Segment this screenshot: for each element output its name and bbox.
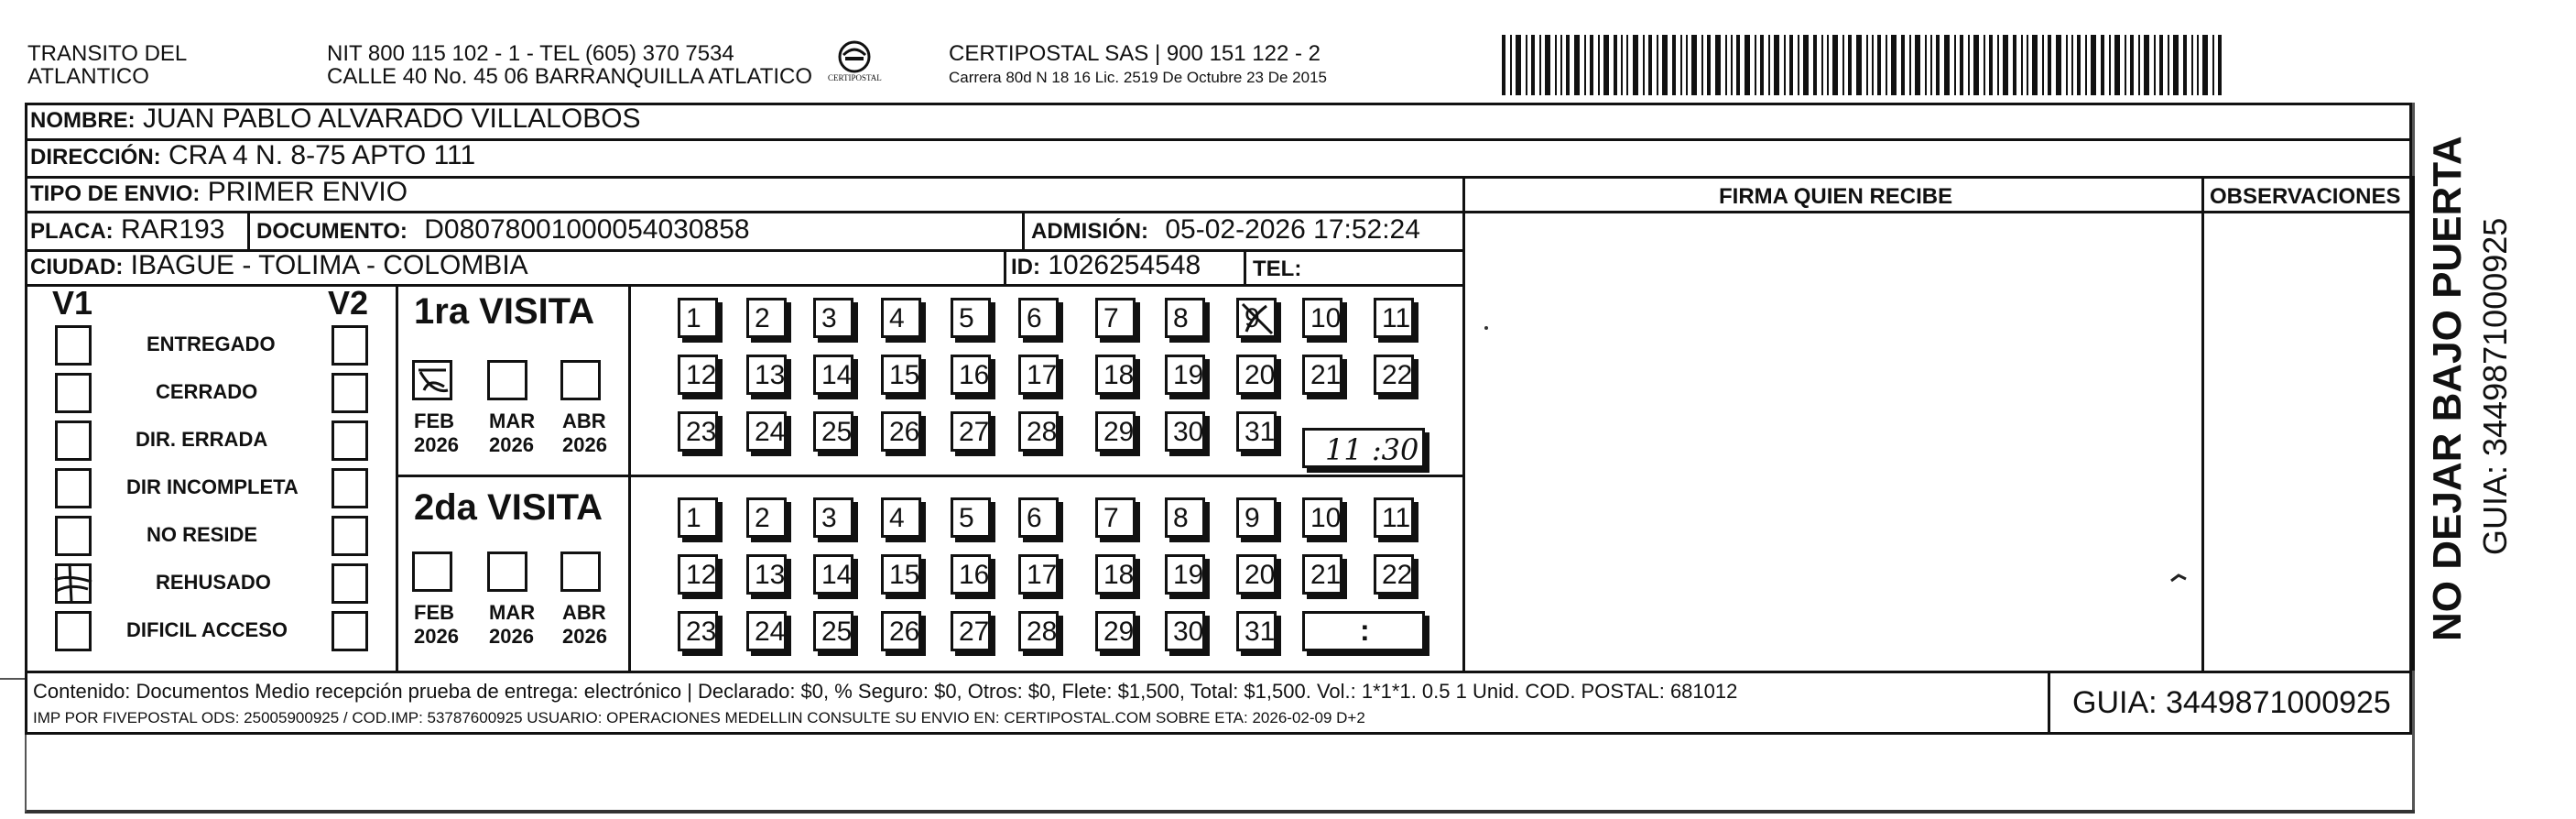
visit2-day-box[interactable] — [1018, 611, 1059, 651]
visit1-day-box[interactable] — [746, 298, 787, 338]
sender-name-line1: TRANSITO DEL — [27, 41, 188, 66]
visit2-day-box[interactable] — [1236, 554, 1277, 595]
visit1-day-number: 8 — [1173, 303, 1189, 333]
id-row — [1011, 250, 1201, 281]
visit2-day-number: 31 — [1245, 617, 1276, 647]
visit1-day-box[interactable] — [678, 355, 718, 395]
visit2-day-number: 27 — [959, 617, 990, 647]
visit2-day-number: 16 — [959, 560, 990, 590]
visit1-day-number: 20 — [1245, 360, 1276, 390]
visit1-day-box[interactable] — [813, 355, 853, 395]
visit1-month-checkbox[interactable] — [412, 360, 452, 400]
admission-divider — [1022, 211, 1025, 249]
visit2-year-label: 2026 — [489, 625, 534, 648]
visit1-day-number: 29 — [1103, 417, 1135, 447]
visit1-day-box[interactable] — [1374, 298, 1414, 338]
sender-nit: NIT 800 115 102 - 1 - TEL (605) 370 7534 — [327, 41, 734, 66]
visit1-day-number: 22 — [1382, 360, 1413, 390]
visit2-day-box[interactable] — [1302, 497, 1342, 538]
v1-checkbox[interactable] — [55, 611, 92, 651]
visit1-day-box[interactable] — [1165, 298, 1205, 338]
visit1-day-number: 11 — [1382, 303, 1411, 333]
visit1-day-box[interactable] — [951, 355, 991, 395]
visit1-day-number: 4 — [889, 303, 905, 333]
visit2-time-box[interactable] — [1302, 611, 1425, 651]
visit2-day-box[interactable] — [881, 554, 921, 595]
visit2-day-box[interactable] — [678, 611, 718, 651]
day-check-mark — [1239, 300, 1276, 337]
side-guia: GUIA: 3449871000925 — [2476, 217, 2514, 555]
visit1-day-number: 10 — [1310, 303, 1342, 333]
imp-line: IMP POR FIVEPOSTAL ODS: 25005900925 / COD.IMP: 53787600925 USUARIO: OPERACIONES MEDELLIN CONSULTE SU ENVIO EN: CERTIPOSTAL.COM SOBRE ETA: 2026-02-09 D+2 — [33, 709, 1365, 726]
visit2-day-box[interactable] — [1302, 554, 1342, 595]
visit1-day-number: 1 — [686, 303, 701, 333]
visit2-day-number: 14 — [821, 560, 853, 590]
visit2-day-box[interactable] — [746, 554, 787, 595]
rehusado-check-mark — [51, 562, 97, 604]
visit1-day-number: 5 — [959, 303, 974, 333]
visit2-day-box[interactable] — [1165, 611, 1205, 651]
v2-checkbox[interactable] — [332, 611, 368, 651]
visit1-day-box[interactable] — [1018, 411, 1059, 452]
visit2-day-number: 1 — [686, 503, 701, 533]
visit2-day-box[interactable] — [881, 611, 921, 651]
visit1-day-box[interactable] — [951, 298, 991, 338]
status-divider — [396, 284, 398, 671]
outer-frame-left — [25, 735, 27, 812]
visit1-day-number: 30 — [1173, 417, 1204, 447]
stray-mark — [2169, 572, 2188, 584]
visit1-day-number: 27 — [959, 417, 990, 447]
visit1-year-label: 2026 — [414, 433, 459, 456]
status-option-label: REHUSADO — [156, 571, 271, 594]
visit2-month-checkbox[interactable] — [412, 551, 452, 592]
visit2-day-number: 11 — [1382, 503, 1411, 533]
sender-address: CALLE 40 No. 45 06 BARRANQUILLA ATLATICO — [327, 64, 813, 89]
visit1-month-label: MAR — [489, 410, 536, 432]
visit1-day-box[interactable] — [678, 411, 718, 452]
visit1-day-box[interactable] — [1236, 411, 1277, 452]
visit2-day-number: 18 — [1103, 560, 1135, 590]
visit1-day-number: 28 — [1027, 417, 1058, 447]
v1-checkbox[interactable] — [55, 468, 92, 508]
visit2-day-number: 24 — [755, 617, 786, 647]
visit2-day-box[interactable] — [951, 554, 991, 595]
visit1-day-number: 15 — [889, 360, 920, 390]
visit1-day-number: 31 — [1245, 417, 1276, 447]
v1-checkbox[interactable] — [55, 325, 92, 366]
visit1-day-number: 2 — [755, 303, 770, 333]
plate-divider — [247, 211, 250, 249]
plate-label: PLACA: — [30, 219, 114, 244]
visit2-day-box[interactable] — [1095, 611, 1136, 651]
document-row — [256, 214, 750, 246]
visit1-month-checkbox[interactable] — [487, 360, 527, 400]
visit-divider — [396, 475, 1462, 477]
visit1-month-label: FEB — [414, 410, 454, 432]
v2-checkbox[interactable] — [332, 468, 368, 508]
visit1-day-number: 18 — [1103, 360, 1135, 390]
visit2-day-box[interactable] — [1236, 497, 1277, 538]
visit2-day-box[interactable] — [678, 554, 718, 595]
visit1-day-number: 21 — [1310, 360, 1342, 390]
visit2-day-number: 10 — [1310, 503, 1342, 533]
visit2-day-box[interactable] — [813, 497, 853, 538]
visit2-day-number: 23 — [686, 617, 717, 647]
observations-area[interactable] — [2204, 213, 2410, 669]
visit1-day-box[interactable] — [1236, 298, 1277, 338]
visit2-day-box[interactable] — [746, 497, 787, 538]
address-row — [30, 140, 475, 171]
visit2-month-label: ABR — [562, 601, 606, 624]
visit2-day-number: 9 — [1245, 503, 1260, 533]
visit2-time-separator: : — [1360, 614, 1370, 647]
visit2-day-box[interactable] — [1374, 497, 1414, 538]
visit2-day-number: 4 — [889, 503, 905, 533]
visit2-day-number: 2 — [755, 503, 770, 533]
visit2-day-number: 26 — [889, 617, 920, 647]
visit2-day-box[interactable] — [881, 497, 921, 538]
visit1-day-number: 6 — [1027, 303, 1042, 333]
visit2-day-number: 6 — [1027, 503, 1042, 533]
visit1-day-box[interactable] — [1095, 411, 1136, 452]
recipient-name: JUAN PABLO ALVARADO VILLALOBOS — [143, 104, 641, 134]
id-divider — [1004, 249, 1006, 284]
recipient-address: CRA 4 N. 8-75 APTO 111 — [168, 140, 476, 170]
visit1-day-number: 25 — [821, 417, 853, 447]
tel-divider — [1244, 249, 1246, 284]
visit2-day-number: 19 — [1173, 560, 1204, 590]
month-check-mark — [415, 363, 451, 399]
admission-label: ADMISIÓN: — [1031, 219, 1148, 244]
v1-checkbox[interactable] — [55, 420, 92, 461]
visit1-day-box[interactable] — [746, 355, 787, 395]
status-option-label: DIFICIL ACCESO — [126, 618, 288, 641]
visit2-day-number: 7 — [1103, 503, 1119, 533]
visit2-day-box[interactable] — [951, 497, 991, 538]
row-line — [25, 284, 1462, 287]
visit1-day-number: 9 — [1245, 303, 1260, 333]
status-option-label: CERRADO — [156, 380, 258, 403]
v2-checkbox[interactable] — [332, 563, 368, 604]
status-option-label: DIR. ERRADA — [136, 428, 268, 451]
city-row — [30, 250, 528, 281]
visit1-day-number: 7 — [1103, 303, 1119, 333]
signature-header: FIRMA QUIEN RECIBE — [1719, 184, 1953, 209]
visit1-time-box[interactable] — [1302, 428, 1425, 468]
visit1-day-box[interactable] — [1018, 298, 1059, 338]
visit1-day-box[interactable] — [881, 411, 921, 452]
content-line: Contenido: Documentos Medio recepción prueba de entrega: electrónico | Declarado: $0, % Seguro: $0, Otros: $0, Flete: $1,500, Total: $1,500. Vol.: 1*1*1. 0.5 1 Unid. COD. POSTAL: 681012 — [33, 680, 1738, 703]
visit2-day-box[interactable] — [1374, 554, 1414, 595]
row-line — [25, 211, 1499, 213]
visit2-month-label: FEB — [414, 601, 454, 624]
visit2-day-number: 30 — [1173, 617, 1204, 647]
visit2-day-number: 29 — [1103, 617, 1135, 647]
name-label: NOMBRE: — [30, 108, 136, 133]
v2-checkbox[interactable] — [332, 325, 368, 366]
visit2-day-number: 12 — [686, 560, 717, 590]
visit1-day-box[interactable] — [1095, 355, 1136, 395]
sender-name-line2: ATLANTICO — [27, 64, 149, 89]
plate-row — [30, 214, 224, 246]
visit2-day-box[interactable] — [678, 497, 718, 538]
visit2-month-checkbox[interactable] — [487, 551, 527, 592]
tel-label: TEL: — [1253, 257, 1302, 281]
days-divider — [628, 284, 631, 671]
visit2-day-box[interactable] — [813, 554, 853, 595]
courier-name: CERTIPOSTAL SAS | 900 151 122 - 2 — [949, 41, 1321, 66]
admission-row — [1031, 214, 1420, 246]
visit2-day-number: 8 — [1173, 503, 1189, 533]
admission-value: 05-02-2026 17:52:24 — [1165, 214, 1420, 245]
visit1-day-box[interactable] — [951, 411, 991, 452]
certipostal-logo — [828, 38, 882, 93]
outer-frame-bottom — [25, 810, 2415, 814]
visit2-day-number: 5 — [959, 503, 974, 533]
visit1-day-box[interactable] — [678, 298, 718, 338]
name-row — [30, 104, 641, 135]
visit1-day-number: 24 — [755, 417, 786, 447]
footer-guia-box — [2048, 672, 2412, 735]
visit1-day-box[interactable] — [881, 355, 921, 395]
visit1-day-box[interactable] — [1165, 411, 1205, 452]
address-label: DIRECCIÓN: — [30, 145, 161, 169]
v1-checkbox[interactable] — [55, 516, 92, 556]
document-label: DOCUMENTO: — [256, 219, 408, 244]
visit2-day-box[interactable] — [1018, 554, 1059, 595]
v1-checkbox[interactable] — [55, 373, 92, 413]
signature-area[interactable] — [1465, 213, 2200, 669]
visit2-day-number: 20 — [1245, 560, 1276, 590]
col-line-frame-inner — [2412, 176, 2415, 671]
shipment-row — [30, 177, 408, 208]
visit1-day-number: 16 — [959, 360, 990, 390]
id-label: ID: — [1011, 255, 1040, 279]
shipment-type: PRIMER ENVIO — [207, 177, 408, 207]
visit1-day-number: 13 — [755, 360, 786, 390]
visit2-day-box[interactable] — [1095, 554, 1136, 595]
visit1-year-label: 2026 — [562, 433, 607, 456]
visit1-day-number: 19 — [1173, 360, 1204, 390]
courier-address: Carrera 80d N 18 16 Lic. 2519 De Octubre 23 De 2015 — [949, 69, 1327, 86]
visit1-day-box[interactable] — [1095, 298, 1136, 338]
visit1-month-label: ABR — [562, 410, 606, 432]
visit1-day-number: 3 — [821, 303, 837, 333]
visit2-year-label: 2026 — [414, 625, 459, 648]
side-warning: NO DEJAR BAJO PUERTA — [2425, 136, 2470, 641]
visit2-day-number: 22 — [1382, 560, 1413, 590]
status-option-label: DIR INCOMPLETA — [126, 475, 299, 498]
v1-header: V1 — [52, 284, 93, 322]
visit1-month-checkbox[interactable] — [560, 360, 601, 400]
v2-checkbox[interactable] — [332, 420, 368, 461]
visit2-day-number: 21 — [1310, 560, 1342, 590]
visit2-day-box[interactable] — [951, 611, 991, 651]
city-value: IBAGUE - TOLIMA - COLOMBIA — [130, 250, 528, 280]
visit1-day-box[interactable] — [1165, 355, 1205, 395]
visit2-month-checkbox[interactable] — [560, 551, 601, 592]
visit1-day-box[interactable] — [881, 298, 921, 338]
visit1-day-box[interactable] — [746, 411, 787, 452]
visit2-day-box[interactable] — [1236, 611, 1277, 651]
plate-value: RAR193 — [121, 214, 225, 245]
document-value: D08078001000054030858 — [424, 214, 750, 245]
edge-line — [0, 678, 25, 680]
visit2-title: 2da VISITA — [414, 487, 603, 528]
visit2-day-number: 28 — [1027, 617, 1058, 647]
footer-guia: GUIA: 3449871000925 — [2072, 685, 2391, 720]
visit1-day-box[interactable] — [1018, 355, 1059, 395]
visit1-day-box[interactable] — [813, 298, 853, 338]
visit1-day-box[interactable] — [1302, 355, 1342, 395]
visit1-title: 1ra VISITA — [414, 291, 595, 332]
shipment-label: TIPO DE ENVIO: — [30, 181, 201, 206]
city-label: CIUDAD: — [30, 255, 124, 279]
visit1-day-number: 12 — [686, 360, 717, 390]
visit1-day-box[interactable] — [1374, 355, 1414, 395]
stray-dot — [1484, 326, 1488, 330]
visit2-day-box[interactable] — [1095, 497, 1136, 538]
visit1-handwritten-time: 11 :30 — [1325, 432, 1419, 467]
visit1-day-number: 14 — [821, 360, 853, 390]
visit2-year-label: 2026 — [562, 625, 607, 648]
visit2-day-number: 13 — [755, 560, 786, 590]
visit1-day-number: 26 — [889, 417, 920, 447]
visit1-day-box[interactable] — [1302, 298, 1342, 338]
visit2-day-box[interactable] — [746, 611, 787, 651]
visit2-day-box[interactable] — [1165, 554, 1205, 595]
visit2-day-number: 25 — [821, 617, 853, 647]
status-option-label: NO RESIDE — [147, 523, 258, 546]
visit1-day-box[interactable] — [1236, 355, 1277, 395]
barcode — [1502, 35, 2225, 95]
visit2-day-number: 3 — [821, 503, 837, 533]
visit2-day-box[interactable] — [813, 611, 853, 651]
id-value: 1026254548 — [1048, 250, 1201, 280]
v2-checkbox[interactable] — [332, 516, 368, 556]
visit1-day-box[interactable] — [813, 411, 853, 452]
visit2-month-label: MAR — [489, 601, 536, 624]
v2-header: V2 — [328, 284, 369, 322]
status-option-label: ENTREGADO — [147, 333, 276, 355]
observations-header: OBSERVACIONES — [2210, 184, 2401, 209]
visit2-day-number: 15 — [889, 560, 920, 590]
visit2-day-box[interactable] — [1165, 497, 1205, 538]
visit1-day-number: 17 — [1027, 360, 1058, 390]
visit2-day-number: 17 — [1027, 560, 1058, 590]
visit1-day-number: 23 — [686, 417, 717, 447]
courier-logo-text: CERTIPOSTAL — [828, 73, 882, 82]
v2-checkbox[interactable] — [332, 373, 368, 413]
visit2-day-box[interactable] — [1018, 497, 1059, 538]
visit1-year-label: 2026 — [489, 433, 534, 456]
